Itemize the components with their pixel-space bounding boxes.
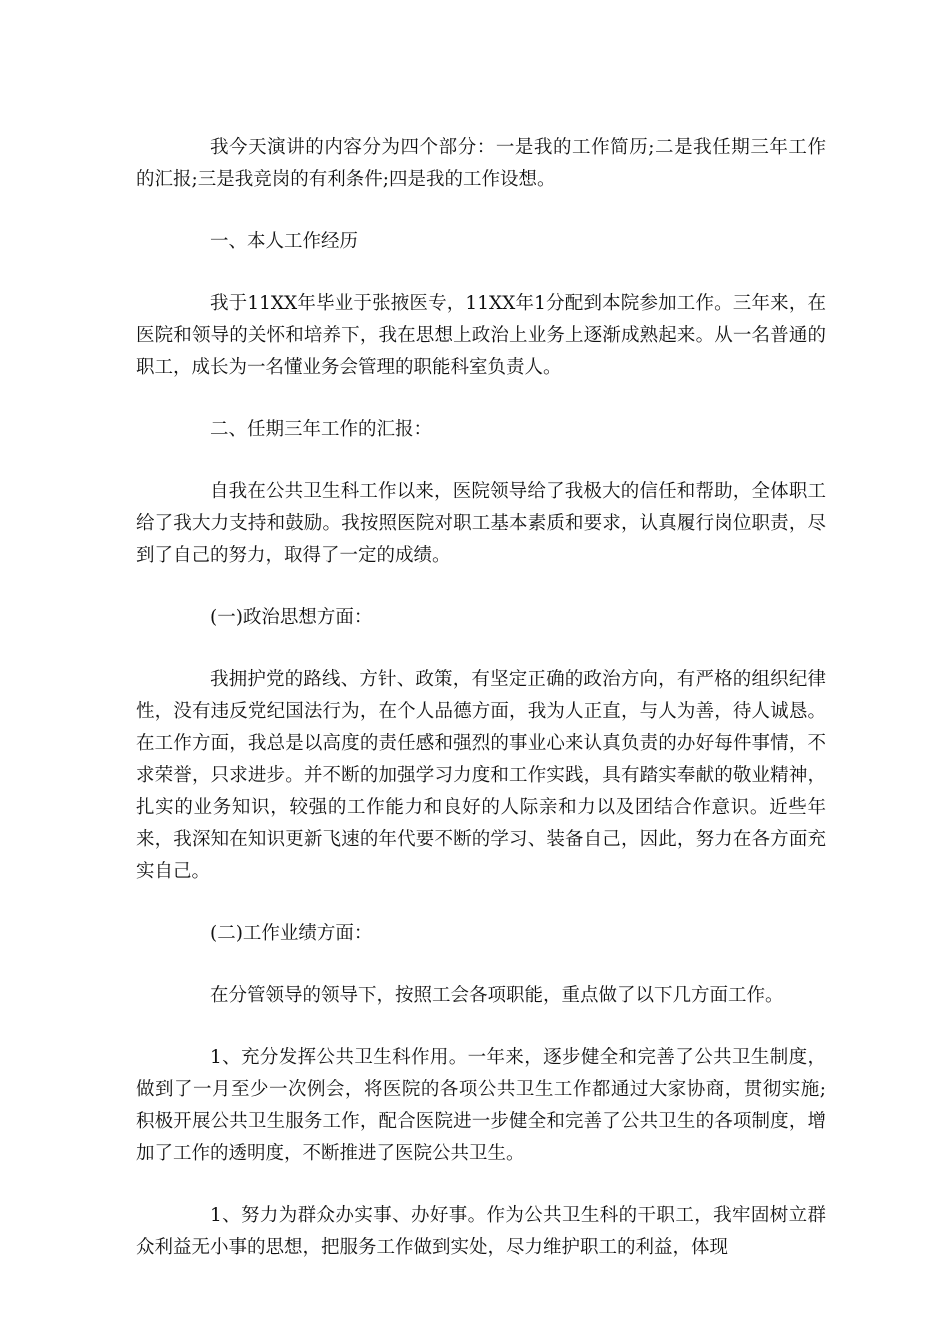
document-body [136,132,826,1294]
paragraph-work-performance-intro: 在分管领导的领导下，按照工会各项职能，重点做了以下几方面工作。 [210,985,784,1006]
paragraph-intro: 我今天演讲的内容分为四个部分：一是我的工作简历;二是我任期三年工作的汇报;三是我竞岗的有利条件;四是我的工作设想。 [136,137,826,190]
heading-work-performance: (二)工作业绩方面： [210,923,373,944]
paragraph-term-report: 自我在公共卫生科工作以来，医院领导给了我极大的信任和帮助，全体职工给了我大力支持和鼓励。我按照医院对职工基本素质和要求，认真履行岗位职责，尽到了自己的努力，取得了一定的成绩。 [136,481,826,566]
paragraph-work-history: 我于11XX年毕业于张掖医专，11XX年1分配到本院参加工作。三年来，在医院和领导的关怀和培养下，我在思想上政治上业务上逐渐成熟起来。从一名普通的职工，成长为一名懂业务会管理的职能科室负责人。 [136,293,826,378]
paragraph-political-thought: 我拥护党的路线、方针、政策，有坚定正确的政治方向，有严格的组织纪律性，没有违反党纪国法行为，在个人品德方面，我为人正直，与人为善，待人诚恳。在工作方面，我总是以高度的责任感和强烈的事业心来认真负责的办好每件事情，不求荣誉，只求进步。并不断的加强学习力度和工作实践，具有踏实奉献的敬业精神，扎实的业务知识，较强的工作能力和良好的人际亲和力以及团结合作意识。近些年来，我深知在知识更新飞速的年代要不断的学习、装备自己，因此，努力在各方面充实自己。 [136,669,826,882]
heading-political-thought: (一)政治思想方面： [210,607,373,628]
paragraph-item-serve-people: 1、努力为群众办实事、办好事。作为公共卫生科的干职工，我牢固树立群众利益无小事的思想，把服务工作做到实处，尽力维护职工的利益，体现 [136,1205,826,1258]
heading-work-history: 一、本人工作经历 [210,231,359,252]
heading-term-report: 二、任期三年工作的汇报： [210,419,433,440]
paragraph-item-public-health: 1、充分发挥公共卫生科作用。一年来，逐步健全和完善了公共卫生制度，做到了一月至少一次例会，将医院的各项公共卫生工作都通过大家协商，贯彻实施;积极开展公共卫生服务工作，配合医院进一步健全和完善了公共卫生的各项制度，增加了工作的透明度，不断推进了医院公共卫生。 [136,1047,826,1164]
